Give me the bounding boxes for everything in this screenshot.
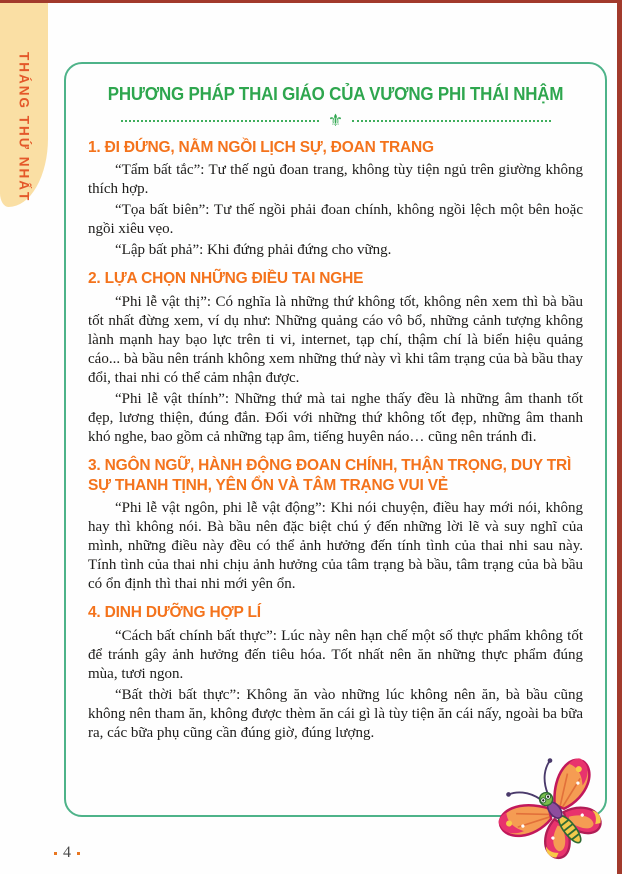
right-edge-strip [617,0,622,874]
chapter-tab-label: THÁNG THỨ NHẤT [16,52,32,203]
dotted-line-left [121,120,319,122]
page-number-dot [54,852,57,855]
section-heading: 4. DINH DƯỠNG HỢP LÍ [88,604,261,622]
page-title: PHƯƠNG PHÁP THAI GIÁO CỦA VƯƠNG PHI THÁI NHẬM [107,84,564,104]
section-heading: 2. LỰA CHỌN NHỮNG ĐIỀU TAI NGHE [88,270,364,288]
paragraph: “Lập bất phả”: Khi đứng phải đứng cho vững. [115,242,392,259]
section-1 [88,138,583,260]
page-number-dot [77,852,80,855]
paragraph: “Phi lễ vật thính”: Những thứ mà tai nghe thấy đều là những âm thanh tốt đẹp, lương thiện, đúng đắn. Đối với những thứ không tốt đẹp, những âm thanh khó nghe, bao gồm cả những tạp âm, tiếng huyên náo… cũng nên tránh đi. [88,390,583,445]
paragraph: “Bất thời bất thực”: Không ăn vào những lúc không nên ăn, bà bầu cũng không nên tham ăn, không được thèm ăn cái gì là tùy tiện ăn cái nấy, ngoài ba bữa ra, các bữa phụ cũng cần đúng giờ, đúng lượng. [88,686,583,741]
title-divider [121,112,551,129]
section-4 [88,603,583,742]
section-2 [88,269,583,447]
page-number [54,844,80,862]
paragraph: “Phi lễ vật ngôn, phi lễ vật động”: Khi nói chuyện, điều hay mới nói, không hay thì không nói. Bà bầu nên đặc biệt chú ý đến những lời lẽ và suy nghĩ của mình, những điều này đều có thể ảnh hưởng đến tính tình của thai nhi sau này. Tính tình của thai nhi chịu ảnh hưởng của tâm trạng bà bầu, tâm trạng của bà bầu có ổn định thì thai nhi mới yên ổn. [88,500,583,593]
content-box [64,62,607,817]
page-number-value: 4 [63,844,71,861]
paragraph: “Phi lễ vật thị”: Có nghĩa là những thứ không tốt, không nên xem thì bà bầu tốt nhất đừng xem, ví dụ như: Những quảng cáo vô bổ, những cảnh tượng không lành mạnh hay bạo lực trên ti vi, internet, tạp chí, thậm chí là biển hiệu quảng cáo... bà bầu nên tránh không xem những thứ này vì khi tâm trạng của bà bầu thay đổi, thai nhi có thể cảm nhận được. [88,293,583,386]
dotted-line-right [352,120,550,122]
paragraph: “Cách bất chính bất thực”: Lúc này nên hạn chế một số thực phẩm không tốt để tránh gây ảnh hưởng đến tiêu hóa. Tốt nhất nên ăn những thực phẩm đúng mùa, tươi ngon. [88,627,583,682]
paragraph: “Tọa bất biên”: Tư thế ngồi phải đoan chính, không ngồi lệch một bên hoặc ngồi xiêu vẹo. [88,202,583,238]
section-heading: 3. NGÔN NGỮ, HÀNH ĐỘNG ĐOAN CHÍNH, THẬN TRỌNG, DUY TRÌ SỰ THANH TỊNH, YÊN ỔN VÀ TÂM TRẠNG VUI VẺ [88,456,572,495]
top-edge-strip [0,0,622,3]
chapter-tab [0,0,48,207]
fleur-de-lis-icon: ⚜ [327,111,344,130]
section-3 [88,456,583,595]
section-heading: 1. ĐI ĐỨNG, NẰM NGỒI LỊCH SỰ, ĐOAN TRANG [88,139,434,156]
paragraph: “Tẩm bất tắc”: Tư thế ngủ đoan trang, không tùy tiện ngủ trên giường không thích hợp. [88,162,583,198]
